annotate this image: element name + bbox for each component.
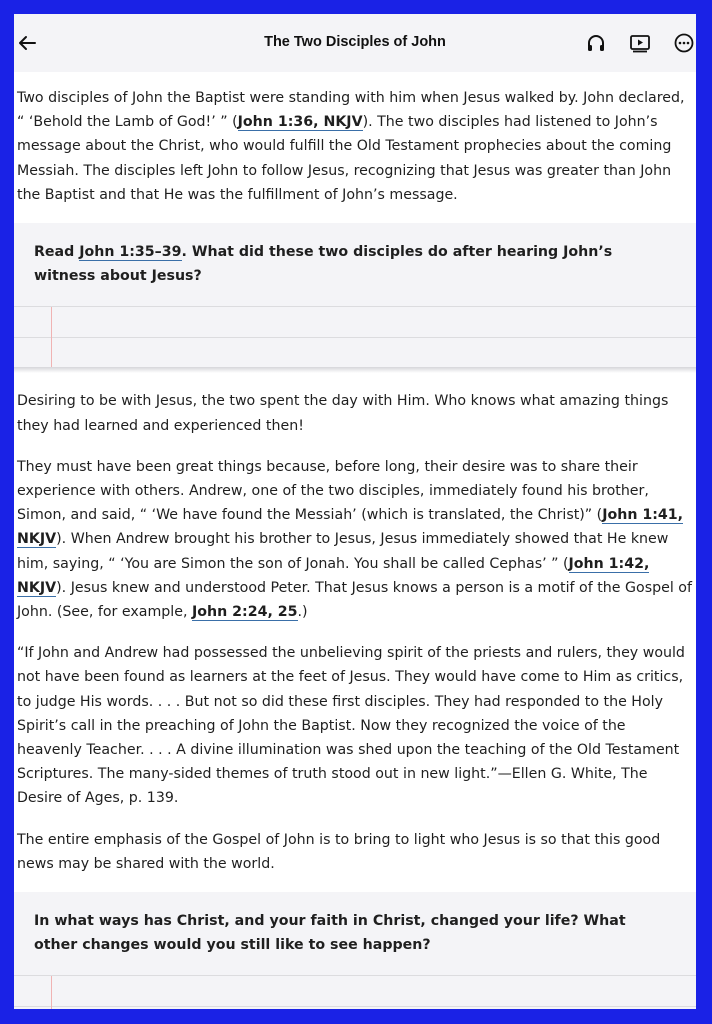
scripture-link[interactable]: John 2:24, 25 bbox=[192, 604, 298, 621]
answer-field[interactable] bbox=[14, 975, 696, 1009]
paragraph: The entire emphasis of the Gospel of John is to bring to light who Jesus is so that this good news may be shared with the world. bbox=[17, 831, 661, 872]
play-video-icon[interactable] bbox=[629, 32, 651, 54]
more-options-icon[interactable] bbox=[673, 32, 695, 54]
paragraph: Desiring to be with Jesus, the two spent the day with Him. Who knows what amazing things they had learned and experienced then! bbox=[17, 393, 669, 434]
app-frame bbox=[14, 14, 696, 1009]
headphones-icon[interactable] bbox=[585, 32, 607, 54]
answer-field[interactable] bbox=[14, 306, 696, 367]
scripture-link[interactable]: John 1:42, NKJV bbox=[17, 555, 650, 596]
question-block bbox=[14, 892, 696, 1009]
scripture-link[interactable]: John 1:41, NKJV bbox=[17, 507, 684, 548]
lesson-content bbox=[14, 72, 696, 1009]
top-bar bbox=[14, 14, 696, 72]
page-title: The Two Disciples of John bbox=[264, 34, 446, 50]
question-text: In what ways has Christ, and your faith in Christ, changed your life? What other changes would you still like to see happen? bbox=[34, 913, 626, 954]
question-text: Read John 1:35–39. What did these two disciples do after hearing John’s witness about Jesus? bbox=[34, 244, 613, 285]
quote-paragraph: “If John and Andrew had possessed the unbelieving spirit of the priests and rulers, they would not have been found as learners at the feet of Jesus. They would have come to Him as critics, to judge His words. . . . But not so did these first disciples. They had responded to the Holy Spirit’s call in the preaching of John the Baptist. Now they recognized the voice of the heavenly Teacher. . . . A divine illumination was shed upon the teaching of the Old Testament Scriptures. The many-sided themes of truth stood out in new light.”—Ellen G. White, The Desire of Ages, p. 139. bbox=[17, 645, 685, 807]
scripture-link[interactable]: John 1:36, NKJV bbox=[237, 114, 363, 131]
question-block bbox=[14, 223, 696, 373]
paragraph: Two disciples of John the Baptist were standing with him when Jesus walked by. John declared, “ ‘Behold the Lamb of God!’ ” (John 1:36, NKJV). The two disciples had listened to John’s message about the Christ, who would fulfill the Old Testament prophecies about the coming Messiah. The disciples left John to follow Jesus, recognizing that Jesus was greater than John the Baptist and that He was the fulfillment of John’s message. bbox=[17, 90, 685, 203]
scripture-link[interactable]: John 1:35–39 bbox=[79, 244, 182, 261]
paragraph: They must have been great things because, before long, their desire was to share their experience with others. Andrew, one of the two disciples, immediately found his brother, Simon, and said, “ ‘We have found the Messiah’ (which is translated, the Christ)” (John 1:41, NKJV). When Andrew brought his brother to Jesus, Jesus immediately showed that He knew him, saying, “ ‘You are Simon the son of Jonah. You shall be called Cephas’ ” (John 1:42, NKJV). Jesus knew and understood Peter. That Jesus knows a person is a motif of the Gospel of John. (See, for example, John 2:24, 25.) bbox=[17, 458, 692, 621]
